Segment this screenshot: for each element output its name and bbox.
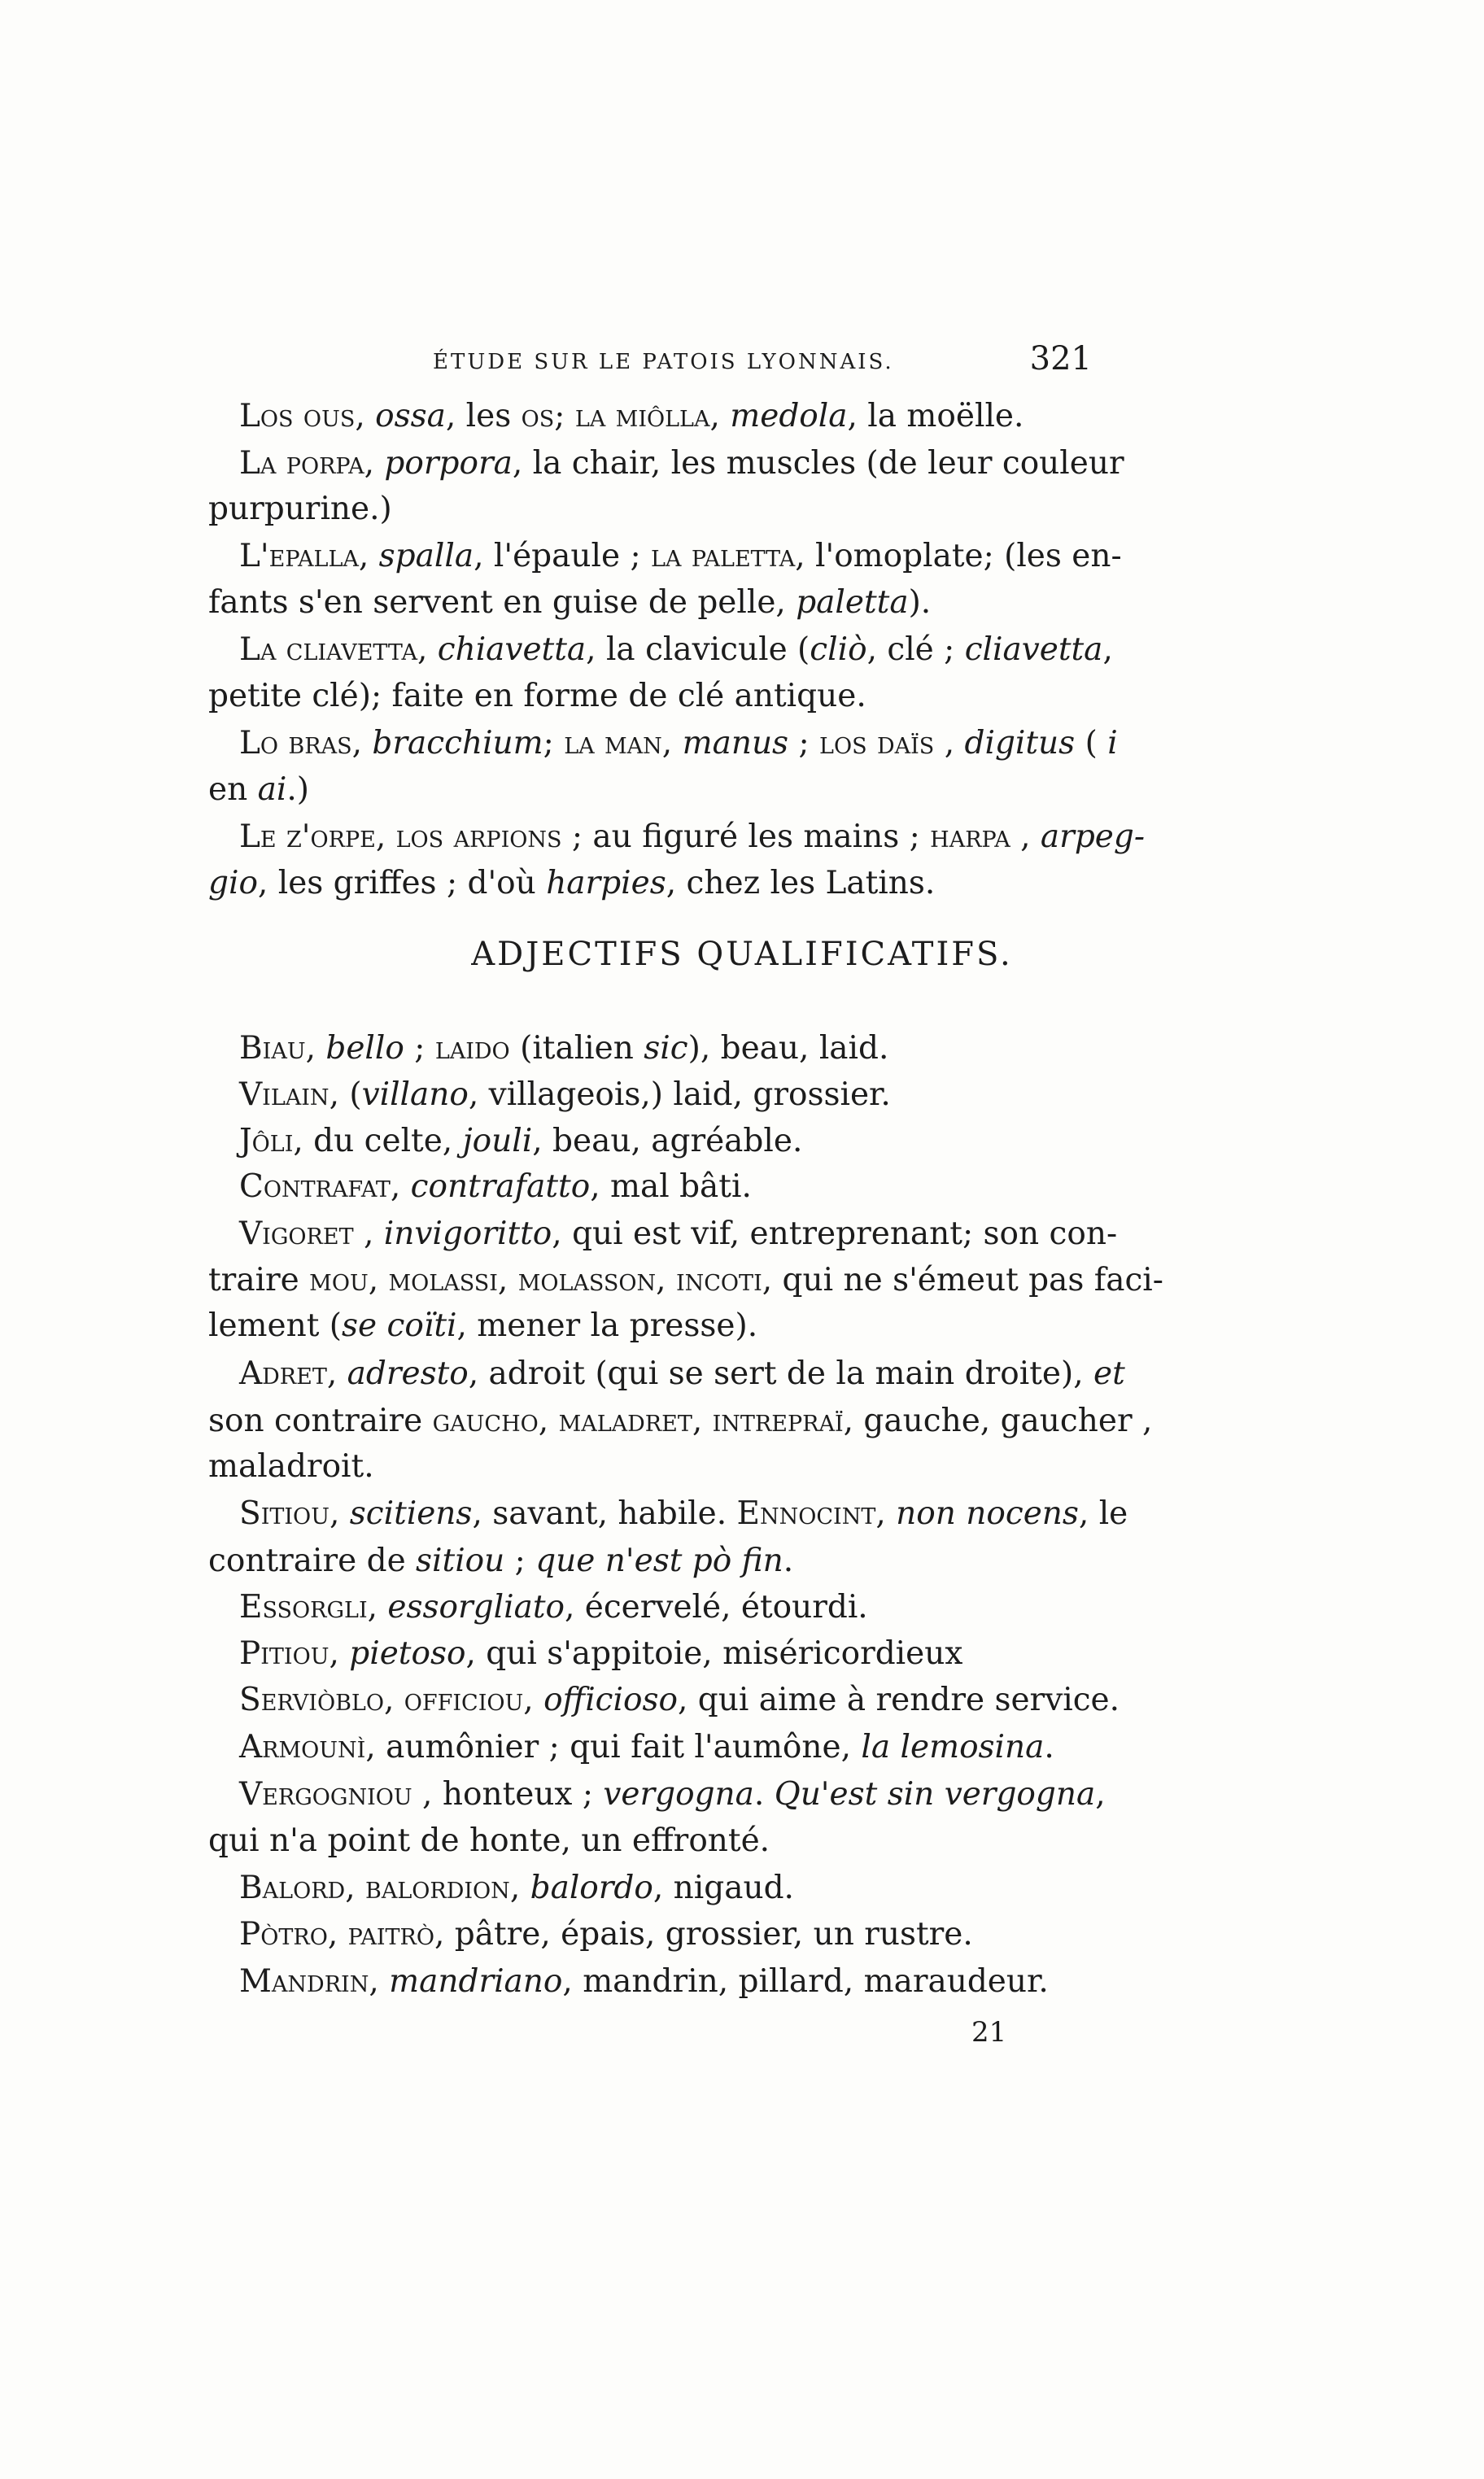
latin-term: pietoso bbox=[349, 1635, 466, 1672]
text-run: , bbox=[358, 538, 379, 574]
text-line bbox=[239, 1166, 752, 1208]
text-run: ), beau, laid. bbox=[687, 1030, 889, 1067]
headword: Vigoret bbox=[239, 1215, 354, 1252]
latin-term: que n'est pò fin bbox=[535, 1543, 783, 1579]
text-line bbox=[239, 1353, 1125, 1395]
text-line bbox=[208, 1540, 793, 1582]
text-run: ). bbox=[908, 584, 932, 621]
text-line bbox=[239, 1961, 1049, 2003]
text-run: , bbox=[509, 1870, 530, 1906]
headword: Pitiou bbox=[239, 1635, 330, 1672]
latin-term: la lemosina bbox=[861, 1729, 1045, 1765]
text-run: , beau, agréable. bbox=[532, 1123, 803, 1159]
text-run: purpurine.) bbox=[208, 491, 392, 527]
text-run: , l'omoplate; (les en- bbox=[795, 538, 1122, 574]
headword: os bbox=[521, 398, 555, 434]
latin-term: officioso bbox=[543, 1682, 678, 1718]
latin-term: sic bbox=[644, 1030, 688, 1067]
running-title: ÉTUDE SUR LE PATOIS LYONNAIS. bbox=[433, 350, 894, 374]
latin-term: scitiens bbox=[349, 1495, 473, 1532]
text-run: , bbox=[353, 1215, 384, 1252]
text-run: ; bbox=[504, 1543, 536, 1579]
text-run: , bbox=[329, 1495, 350, 1532]
text-run: , qui aime à rendre service. bbox=[677, 1682, 1120, 1718]
text-run: , bbox=[329, 1635, 350, 1672]
text-run: , savant, habile. bbox=[472, 1495, 737, 1532]
text-run: . bbox=[783, 1543, 794, 1579]
text-run: qui n'a point de honte, un effronté. bbox=[208, 1822, 770, 1859]
latin-term: et bbox=[1093, 1355, 1125, 1392]
text-run: , bbox=[390, 1168, 411, 1205]
text-run: contraire de bbox=[208, 1543, 417, 1579]
text-run: , bbox=[326, 1355, 347, 1392]
text-line bbox=[239, 816, 1145, 858]
latin-term: i bbox=[1107, 725, 1118, 762]
headword: Armounì bbox=[239, 1729, 366, 1765]
headword: gaucho, maladret, intrepraï bbox=[432, 1403, 844, 1439]
text-run: , qui est vif, entreprenant; son con- bbox=[552, 1215, 1118, 1252]
headword: Balord, balordion bbox=[239, 1870, 510, 1906]
text-run: , gauche, gaucher , bbox=[843, 1403, 1153, 1439]
text-run: , bbox=[709, 398, 731, 434]
text-run: , pâtre, épais, grossier, un rustre. bbox=[434, 1916, 973, 1953]
headword: Vergogniou bbox=[239, 1776, 412, 1813]
text-run: , qui ne s'émeut pas faci- bbox=[762, 1262, 1163, 1298]
latin-term: contrafatto bbox=[410, 1168, 591, 1205]
page-header bbox=[205, 340, 1092, 389]
text-run: , mener la presse). bbox=[456, 1307, 758, 1344]
headword: los daïs bbox=[819, 725, 935, 762]
text-line bbox=[239, 1213, 1117, 1255]
text-run: ; bbox=[788, 725, 820, 762]
text-line bbox=[239, 395, 1024, 438]
text-line bbox=[239, 443, 1124, 485]
text-run: , bbox=[1010, 818, 1041, 855]
text-run: ; bbox=[554, 398, 575, 434]
text-run: , bbox=[875, 1495, 897, 1532]
text-run: , les griffes ; d'où bbox=[257, 865, 547, 901]
text-run: en bbox=[208, 771, 258, 808]
text-line bbox=[239, 1867, 794, 1909]
latin-term: sitiou bbox=[416, 1543, 505, 1579]
latin-term: harpies bbox=[546, 865, 666, 901]
text-line bbox=[208, 1259, 1163, 1302]
text-run: ; au figuré les mains ; bbox=[561, 818, 931, 855]
headword: Mandrin bbox=[239, 1963, 369, 2000]
text-run: , bbox=[523, 1682, 544, 1718]
latin-term: bello bbox=[325, 1030, 404, 1067]
headword: Pòtro, paitrò bbox=[239, 1916, 434, 1953]
text-run: , qui s'appitoie, miséricordieux bbox=[465, 1635, 963, 1672]
latin-term: vergogna bbox=[603, 1776, 754, 1813]
latin-term: medola bbox=[730, 398, 848, 434]
headword: Biau bbox=[239, 1030, 306, 1067]
headword: Lo bras bbox=[239, 725, 352, 762]
headword: Jôli bbox=[239, 1123, 294, 1159]
headword: harpa bbox=[930, 818, 1010, 855]
headword: La porpa bbox=[239, 445, 364, 482]
text-run: , écervelé, étourdi. bbox=[564, 1589, 868, 1626]
text-run: , aumônier ; qui fait l'aumône, bbox=[365, 1729, 862, 1765]
text-line bbox=[239, 1774, 1106, 1816]
text-run: . bbox=[1044, 1729, 1054, 1765]
section-heading: ADJECTIFS QUALIFICATIFS. bbox=[471, 936, 1013, 973]
headword: la miôlla bbox=[574, 398, 710, 434]
text-line bbox=[239, 1493, 1128, 1535]
text-run: , bbox=[367, 1589, 388, 1626]
text-run: , bbox=[369, 1963, 390, 2000]
latin-term: porpora bbox=[384, 445, 513, 482]
text-run: . bbox=[753, 1776, 775, 1813]
text-line bbox=[208, 769, 309, 811]
text-run: lement ( bbox=[208, 1307, 343, 1344]
headword: Essorgli bbox=[239, 1589, 368, 1626]
headword: laido bbox=[434, 1030, 510, 1067]
text-run: , honteux ; bbox=[412, 1776, 604, 1813]
page-number: 321 bbox=[1029, 340, 1092, 378]
latin-term: chiavetta bbox=[437, 631, 587, 668]
text-line bbox=[208, 1820, 770, 1862]
text-line bbox=[208, 488, 392, 530]
latin-term: arpeg- bbox=[1040, 818, 1146, 855]
latin-term: villano bbox=[361, 1076, 469, 1113]
text-line bbox=[208, 1446, 374, 1488]
latin-term: ai bbox=[257, 771, 287, 808]
text-line bbox=[239, 1726, 1054, 1769]
text-run: , bbox=[355, 398, 376, 434]
headword: Adret bbox=[239, 1355, 327, 1392]
text-run: , bbox=[417, 631, 438, 668]
text-line bbox=[239, 1074, 891, 1116]
latin-term: adresto bbox=[347, 1355, 469, 1392]
text-line bbox=[239, 1586, 868, 1629]
text-line bbox=[208, 675, 866, 718]
latin-term: digitus bbox=[964, 725, 1076, 762]
text-run: ; bbox=[404, 1030, 435, 1067]
text-run: .) bbox=[286, 771, 309, 808]
text-line bbox=[239, 1028, 888, 1070]
text-line bbox=[239, 1679, 1120, 1722]
text-run: , clé ; bbox=[866, 631, 965, 668]
headword: Sitiou bbox=[239, 1495, 330, 1532]
text-run: , ( bbox=[329, 1076, 362, 1113]
latin-term: ossa bbox=[375, 398, 446, 434]
text-run: , le bbox=[1078, 1495, 1128, 1532]
text-run: , la moëlle. bbox=[847, 398, 1024, 434]
signature-mark: 21 bbox=[971, 2016, 1007, 2049]
headword: Los ous bbox=[239, 398, 356, 434]
text-run: ( bbox=[1075, 725, 1108, 762]
latin-term: paletta bbox=[796, 584, 909, 621]
text-run: , villageois,) laid, grossier. bbox=[468, 1076, 891, 1113]
text-line bbox=[239, 629, 1113, 671]
latin-term: non nocens bbox=[896, 1495, 1079, 1532]
latin-term: cliavetta bbox=[964, 631, 1103, 668]
headword: la paletta bbox=[651, 538, 796, 574]
text-run: , bbox=[364, 445, 385, 482]
headword: La cliavetta bbox=[239, 631, 417, 668]
text-line bbox=[208, 582, 931, 624]
text-line bbox=[239, 722, 1118, 765]
text-run: ; bbox=[543, 725, 565, 762]
text-run: , l'épaule ; bbox=[474, 538, 651, 574]
headword: mou, molassi, molasson, incoti bbox=[309, 1262, 762, 1298]
latin-term: cliò bbox=[810, 631, 867, 668]
latin-term: gio bbox=[208, 865, 258, 901]
text-run: , la chair, les muscles (de leur couleur bbox=[512, 445, 1124, 482]
text-line bbox=[208, 1400, 1152, 1442]
text-run: , mandrin, pillard, maraudeur. bbox=[562, 1963, 1049, 2000]
latin-term: spalla bbox=[378, 538, 474, 574]
text-run: traire bbox=[208, 1262, 310, 1298]
latin-term: essorgliato bbox=[387, 1589, 565, 1626]
latin-term: mandriano bbox=[389, 1963, 563, 2000]
text-line bbox=[239, 1633, 962, 1675]
text-run: , bbox=[1102, 631, 1113, 668]
text-line bbox=[239, 1914, 973, 1956]
headword: Contrafat bbox=[239, 1168, 391, 1205]
headword: Vilain bbox=[239, 1076, 330, 1113]
latin-term: invigoritto bbox=[383, 1215, 552, 1252]
latin-term: se coïti bbox=[342, 1307, 457, 1344]
text-run: , bbox=[934, 725, 965, 762]
latin-term: Qu'est sin vergogna bbox=[774, 1776, 1096, 1813]
headword: Ennocint bbox=[736, 1495, 876, 1532]
headword: L'epalla bbox=[239, 538, 359, 574]
text-run: maladroit. bbox=[208, 1448, 374, 1485]
text-line bbox=[208, 862, 935, 905]
text-run: petite clé); faite en forme de clé antique. bbox=[208, 678, 866, 714]
text-line bbox=[208, 1305, 757, 1347]
headword: Serviòblo, officiou bbox=[239, 1682, 524, 1718]
text-run: (italien bbox=[509, 1030, 644, 1067]
text-run: , nigaud. bbox=[653, 1870, 794, 1906]
text-run: , la clavicule ( bbox=[586, 631, 810, 668]
text-line bbox=[239, 1120, 802, 1163]
latin-term: balordo bbox=[530, 1870, 653, 1906]
text-run: , bbox=[1095, 1776, 1106, 1813]
text-run: , adroit (qui se sert de la main droite), bbox=[468, 1355, 1094, 1392]
text-run: , bbox=[661, 725, 683, 762]
headword: la man bbox=[564, 725, 662, 762]
text-run: , les bbox=[445, 398, 522, 434]
text-run: , mal bâti. bbox=[590, 1168, 752, 1205]
latin-term: manus bbox=[682, 725, 789, 762]
text-run: , du celte, bbox=[293, 1123, 463, 1159]
text-run: , chez les Latins. bbox=[666, 865, 936, 901]
text-line bbox=[239, 535, 1122, 578]
text-run: , bbox=[351, 725, 373, 762]
text-run: fants s'en servent en guise de pelle, bbox=[208, 584, 797, 621]
headword: Le z'orpe, los arpions bbox=[239, 818, 562, 855]
latin-term: jouli bbox=[462, 1123, 533, 1159]
latin-term: bracchium bbox=[372, 725, 543, 762]
text-run: , bbox=[305, 1030, 326, 1067]
text-run: son contraire bbox=[208, 1403, 433, 1439]
